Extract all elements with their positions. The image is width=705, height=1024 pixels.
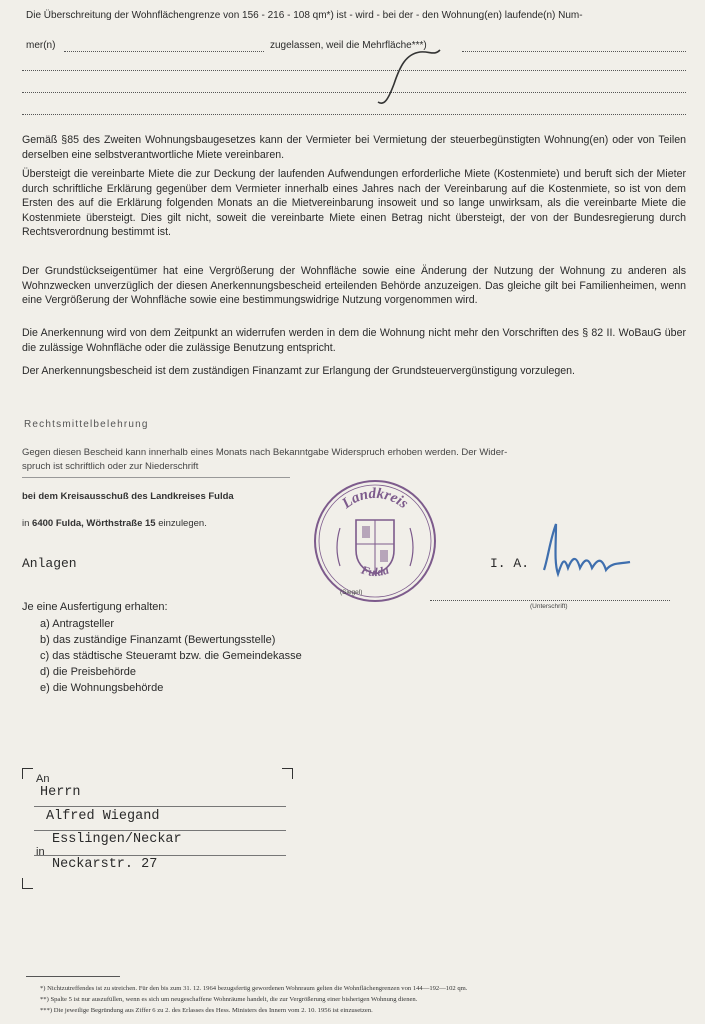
list-item: e) die Wohnungsbehörde: [40, 682, 164, 694]
address-line: [34, 830, 286, 831]
fill-line: [22, 114, 686, 115]
list-item: c) das städtische Steueramt bzw. die Gemeindekasse: [40, 650, 302, 662]
list-item: d) die Preisbehörde: [40, 666, 137, 678]
header-line-2-right: zugelassen, weil die Mehrfläche***): [270, 40, 427, 51]
address-prefix: in: [22, 518, 30, 529]
list-item: a) Antragsteller: [40, 618, 114, 630]
fill-line: [22, 70, 686, 71]
svg-text:Landkreis: [338, 486, 411, 513]
paragraph-anzeigepflicht: Der Grundstückseigentümer hat eine Vergrößerung der Wohnfläche sowie eine Änderung der Nutzung der Wohnung zu anderen als Wohnzwecken unverzüglich der diesen Anerkennungsbescheid erteilenden Behörde anzuzeigen. Das gleiche gilt bei Familienheimen, wenn eine Vergrößerung der Wohnfläche sowie eine bestimmungswidrige Nutzung vorgenommen wird.: [22, 265, 686, 307]
rechtsmittel-heading: Rechtsmittelbelehrung: [24, 419, 149, 430]
footnote-1: *) Nichtzutreffendes ist zu streichen. Für den bis zum 31. 12. 1964 bezugsfertig gewordenen Wohnraum gelten die Wohnflächengrenzen von 144—192—102 qm.: [40, 985, 468, 992]
recipient-in-label: in: [36, 846, 45, 858]
address-line: [34, 855, 286, 856]
header-line-2-left: mer(n): [26, 40, 56, 51]
fill-line: [64, 51, 264, 52]
official-seal: [312, 478, 438, 604]
footnote-divider: [26, 976, 120, 977]
distribution-heading: Je eine Ausfertigung erhalten:: [22, 601, 168, 613]
list-item: b) das zuständige Finanzamt (Bewertungsstelle): [40, 634, 276, 646]
recipient-salutation: Herrn: [40, 785, 81, 800]
address-line: [34, 806, 286, 807]
fill-line: [462, 51, 686, 52]
rechtsmittel-text-1: Gegen diesen Bescheid kann innerhalb eines Monats nach Bekanntgabe Widerspruch erhoben werden. Der Wider-: [22, 447, 508, 458]
paragraph-mietvereinbarung: Gemäß §85 des Zweiten Wohnungsbaugesetzes kann der Vermieter bei Vermietung der steuerbegünstigten Wohnung(en) oder von Teilen derselben eine selbstverantwortliche Miete vereinbaren.: [22, 134, 686, 161]
address-corner-tr: [282, 768, 293, 779]
recipient-name: Alfred Wiegand: [46, 809, 160, 824]
signature-line: [430, 600, 670, 601]
distribution-list: [22, 599, 302, 696]
paragraph-finanzamt: Der Anerkennungsbescheid ist dem zuständigen Finanzamt zur Erlangung der Grundsteuervergünstigung vorzulegen.: [22, 365, 575, 377]
rechtsmittel-text-2: spruch ist schriftlich oder zur Niederschrift: [22, 461, 199, 472]
anlagen-label: Anlagen: [22, 556, 77, 571]
fill-line: [22, 92, 686, 93]
seal-label: (Siegel): [340, 589, 363, 596]
strike-through-mark: [370, 44, 450, 114]
footnote-3: ***) Die jeweilige Begründung aus Ziffer 6 zu 2. des Erlasses des Hess. Ministers des Innern vom 2. 10. 1956 ist einzusetzen.: [40, 1007, 373, 1014]
rechtsmittel-authority: bei dem Kreisausschuß des Landkreises Fulda: [22, 491, 234, 502]
recipient-city: Esslingen/Neckar: [52, 832, 182, 847]
address: 6400 Fulda, Wörthstraße 15: [32, 518, 156, 529]
seal-text-bottom: Fulda: [359, 562, 391, 580]
recipient-an: An: [36, 773, 50, 785]
recipient-street: Neckarstr. 27: [52, 857, 158, 872]
rechtsmittel-address-line: [22, 518, 207, 529]
divider: [22, 477, 290, 478]
paragraph-widerruf: Die Anerkennung wird von dem Zeitpunkt an widerrufen werden in dem die Wohnung nicht mehr den Vorschriften des § 82 II. WoBauG über die zulässige Wohnfläche oder die zulässige Benutzung entspricht.: [22, 327, 686, 354]
footnote-2: **) Spalte 5 ist nur auszufüllen, wenn es sich um neugeschaffene Wohnräume handelt, die zur Vergrößerung einer bisherigen Wohnung dienen.: [40, 996, 418, 1003]
address-corner-tl: [22, 768, 33, 779]
address-suffix: einzulegen.: [158, 518, 207, 529]
signature-label: (Unterschrift): [530, 603, 568, 610]
seal-text-top: Landkreis: [339, 485, 412, 512]
header-line-1: Die Überschreitung der Wohnflächengrenze von 156 - 216 - 108 qm*) ist - wird - bei der - den Wohnung(en) laufende(n) Num-: [26, 10, 583, 21]
handwritten-signature: [534, 518, 644, 584]
paragraph-kostenmiete: Übersteigt die vereinbarte Miete die zur Deckung der laufenden Aufwendungen erforderliche Miete (Kostenmiete) und beruft sich der Mieter durch schriftliche Erklärung gegenüber dem Vermieter innerhalb eines Jahres nach der Vereinbarung auf die Kostenmiete, so ist von dem Ersten des auf die Erklärung folgenden Monats an die Mietvereinbarung insoweit und so lange unwirksam, als die vereinbarte Miete die Kostenmiete übersteigt. Dies gilt nicht, soweit die vereinbarte Miete einen Betrag nicht übersteigt, der von der Bundesregierung durch Rechtsverordnung bestimmt ist.: [22, 168, 686, 239]
address-corner-bl: [22, 878, 33, 889]
i-a-label: I. A.: [490, 556, 530, 571]
